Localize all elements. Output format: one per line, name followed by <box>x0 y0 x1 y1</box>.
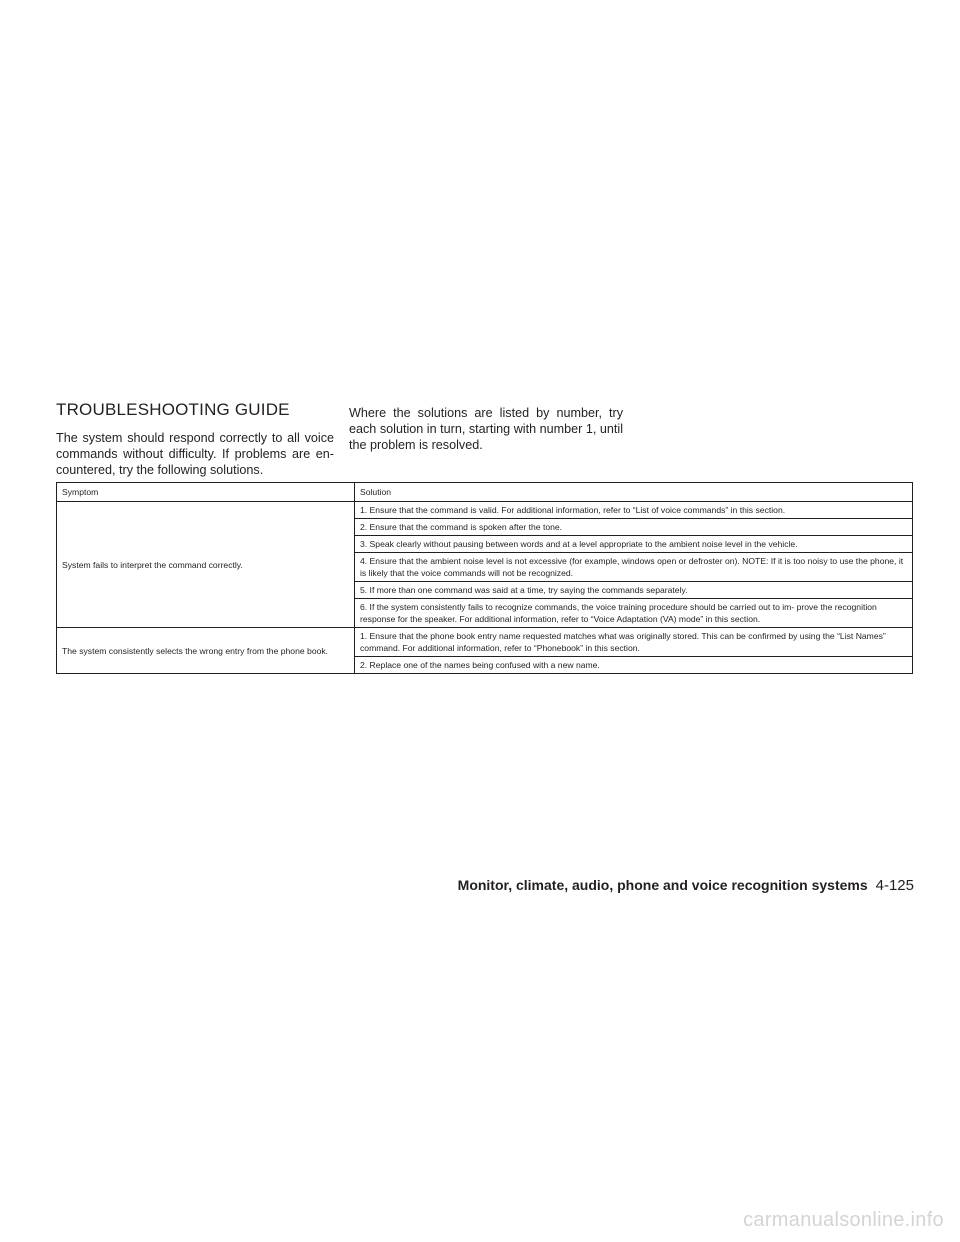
solution-cell: 4. Ensure that the ambient noise level is not excessive (for example, windows open or defroster on). NOTE: If it is too noisy to use the phone, it is likely that the voice commands will not be recognized. <box>355 553 913 582</box>
solution-cell: 3. Speak clearly without pausing between words and at a level appropriate to the ambient noise level in the vehicle. <box>355 536 913 553</box>
table-row <box>57 628 913 657</box>
symptom-cell: System fails to interpret the command correctly. <box>57 502 355 628</box>
page-footer <box>458 877 914 894</box>
intro-paragraph-left: The system should respond correctly to all voice commands without difficulty. If problems are en- countered, try the following solutions. <box>56 431 334 477</box>
symptom-cell: The system consistently selects the wrong entry from the phone book. <box>57 628 355 674</box>
table-row <box>57 502 913 519</box>
solution-cell: 6. If the system consistently fails to recognize commands, the voice training procedure should be carried out to im- prove the recognition response for the speaker. For additional information, refer to “Voice Adaptation (VA) mode” in this section. <box>355 599 913 628</box>
footer-section-title: Monitor, climate, audio, phone and voice recognition systems <box>457 877 868 893</box>
solution-cell: 1. Ensure that the phone book entry name requested matches what was originally stored. This can be confirmed by using the “List Names” command. For additional information, refer to “Phonebook” in this section. <box>355 628 913 657</box>
solution-cell: 2. Ensure that the command is spoken after the tone. <box>355 519 913 536</box>
solution-cell: 2. Replace one of the names being confused with a new name. <box>355 657 913 674</box>
intro-paragraph-right: Where the solutions are listed by number, try each solution in turn, starting with number 1, until the problem is resolved. <box>349 406 623 452</box>
troubleshooting-table <box>56 482 913 674</box>
solution-column-header: Solution <box>355 483 913 502</box>
table-header-row <box>57 483 913 502</box>
solution-cell: 5. If more than one command was said at a time, try saying the commands separately. <box>355 582 913 599</box>
symptom-column-header: Symptom <box>57 483 355 502</box>
solution-cell: 1. Ensure that the command is valid. For additional information, refer to “List of voice commands” in this section. <box>355 502 913 519</box>
watermark[interactable]: carmanualsonline.info <box>743 1209 944 1231</box>
page-title: TROUBLESHOOTING GUIDE <box>56 400 290 419</box>
footer-page-number: 4-125 <box>875 877 914 894</box>
